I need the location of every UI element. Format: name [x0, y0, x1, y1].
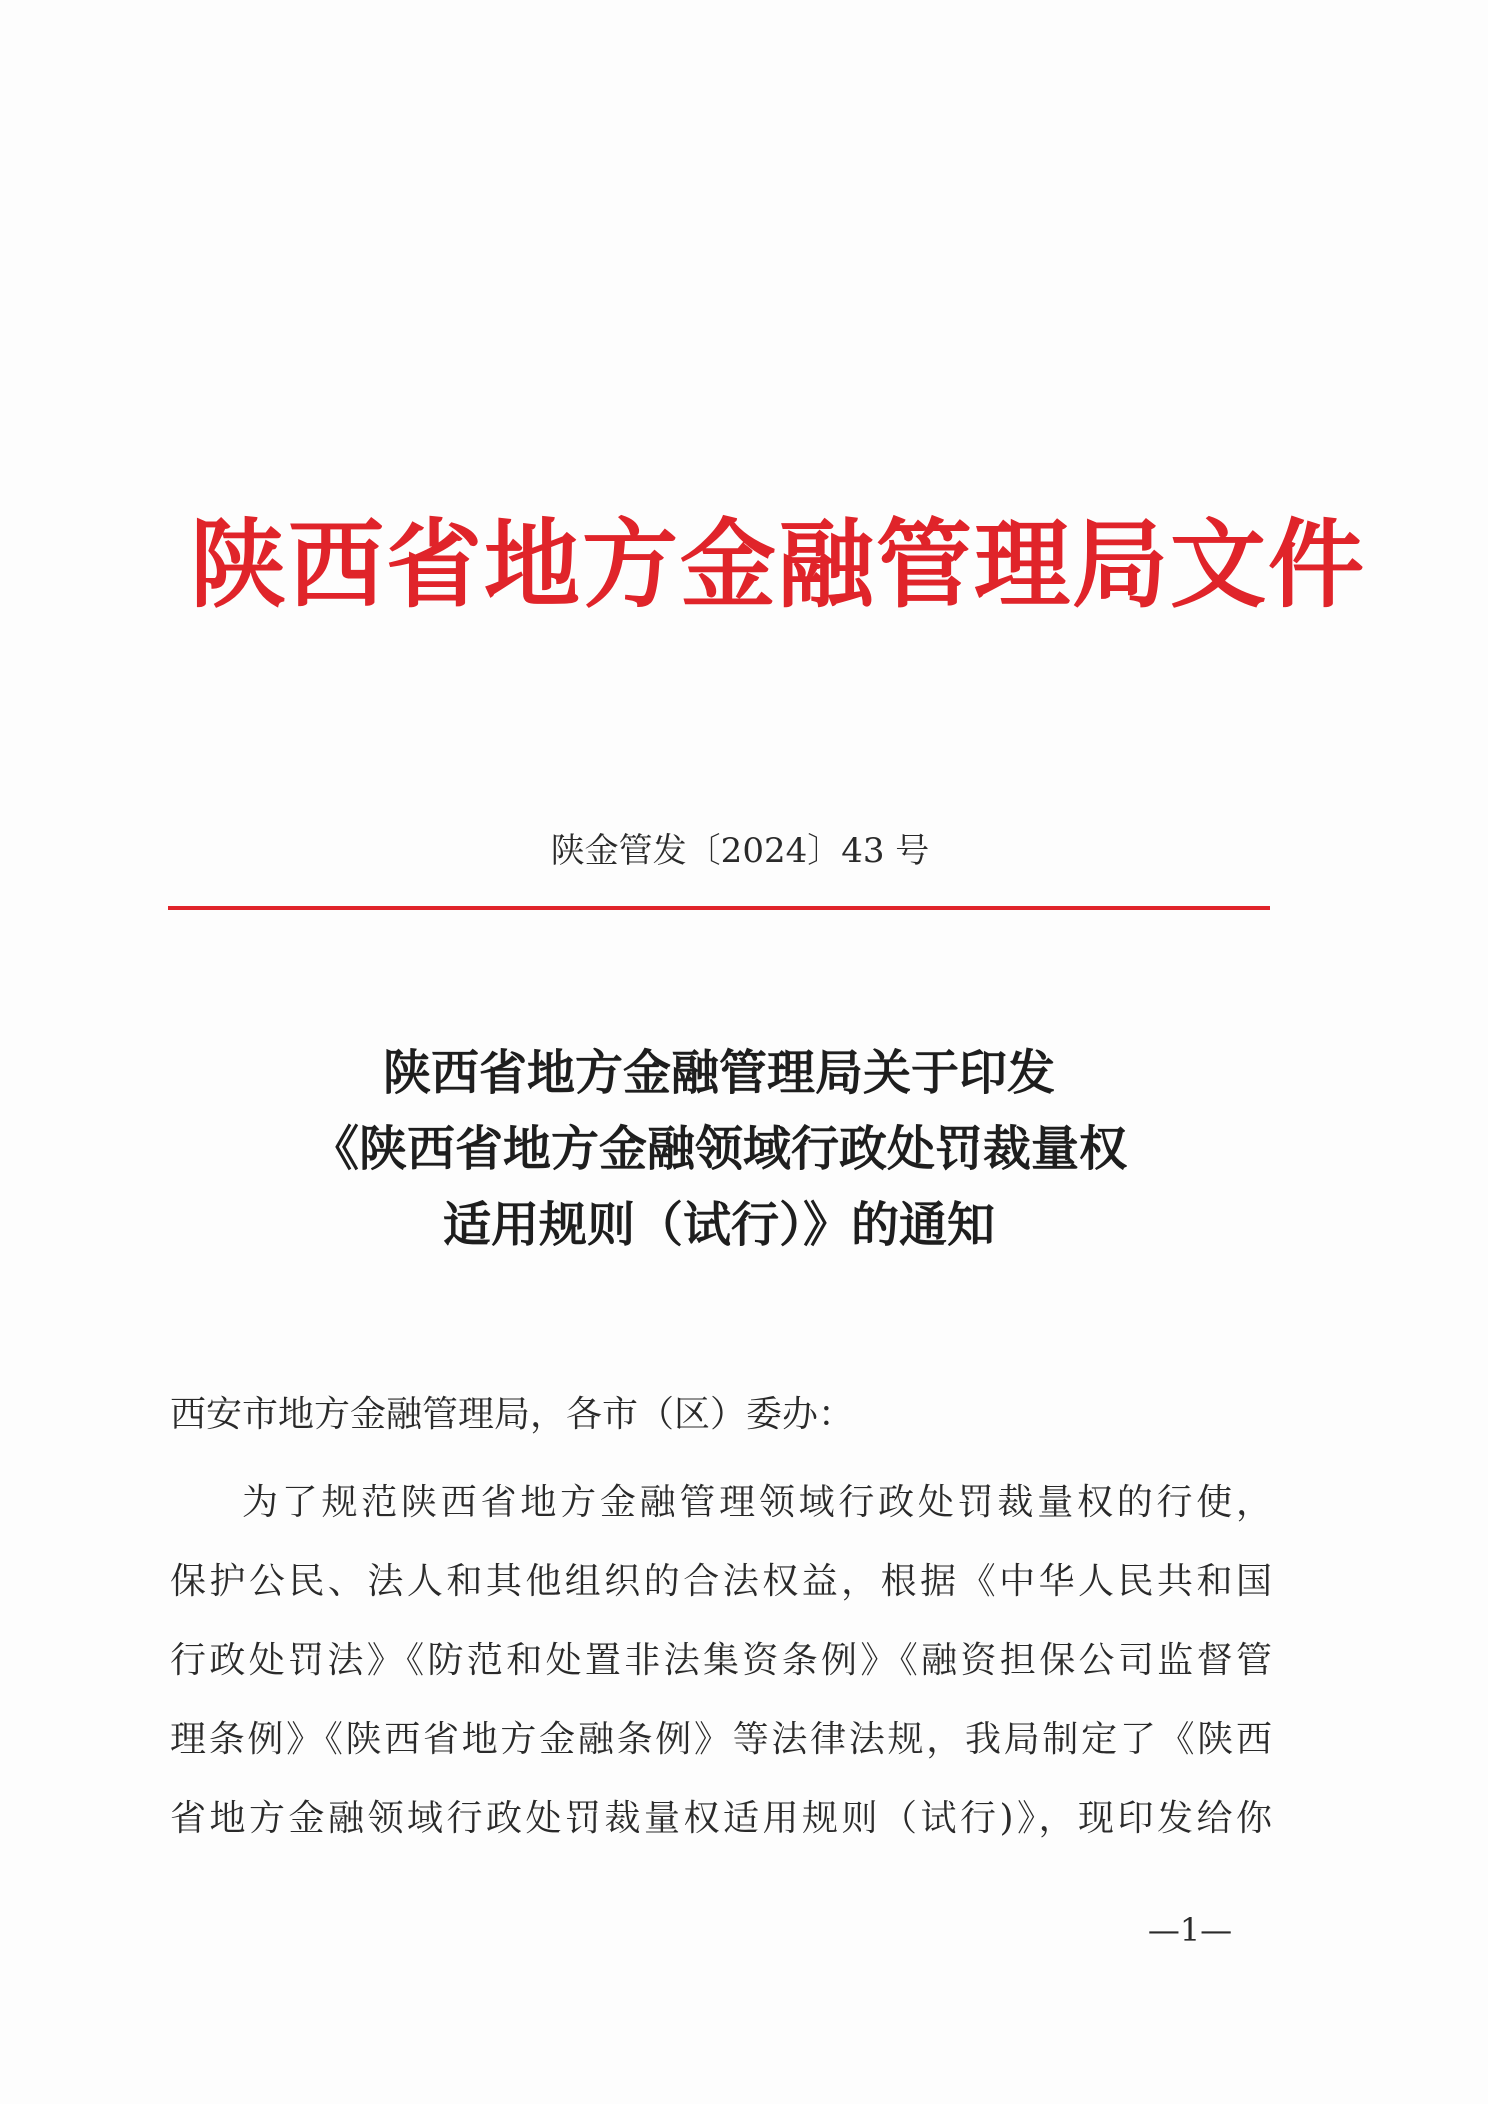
document-number: 陕金管发〔2024〕43 号: [550, 831, 930, 871]
notice-title: [168, 1035, 1270, 1263]
body-line: 保护公民、法人和其他组织的合法权益，根据《中华人民共和国: [170, 1561, 1272, 1602]
page-number: —1—: [1147, 1911, 1233, 1949]
body-paragraph: [170, 1463, 1272, 1858]
body-line: 为了规范陕西省地方金融管理领域行政处罚裁量权的行使，: [242, 1482, 1272, 1523]
notice-title-line: 适用规则（试行）》的通知: [442, 1197, 995, 1253]
salutation: 西安市地方金融管理局，各市（区）委办：: [170, 1394, 855, 1435]
red-separator-line: [168, 906, 1270, 910]
body-line: 省地方金融领域行政处罚裁量权适用规则（试行)》，现印发给你: [170, 1798, 1272, 1839]
issuer-header-title: 陕西省地方金融管理局文件: [190, 509, 1366, 621]
body-line: 理条例》《陕西省地方金融条例》等法律法规，我局制定了《陕西: [170, 1719, 1272, 1760]
notice-title-line: 《陕西省地方金融领域行政处罚裁量权: [310, 1121, 1127, 1177]
body-line: 行政处罚法》《防范和处置非法集资条例》《融资担保公司监督管: [170, 1640, 1272, 1681]
notice-title-line: 陕西省地方金融管理局关于印发: [382, 1045, 1055, 1101]
